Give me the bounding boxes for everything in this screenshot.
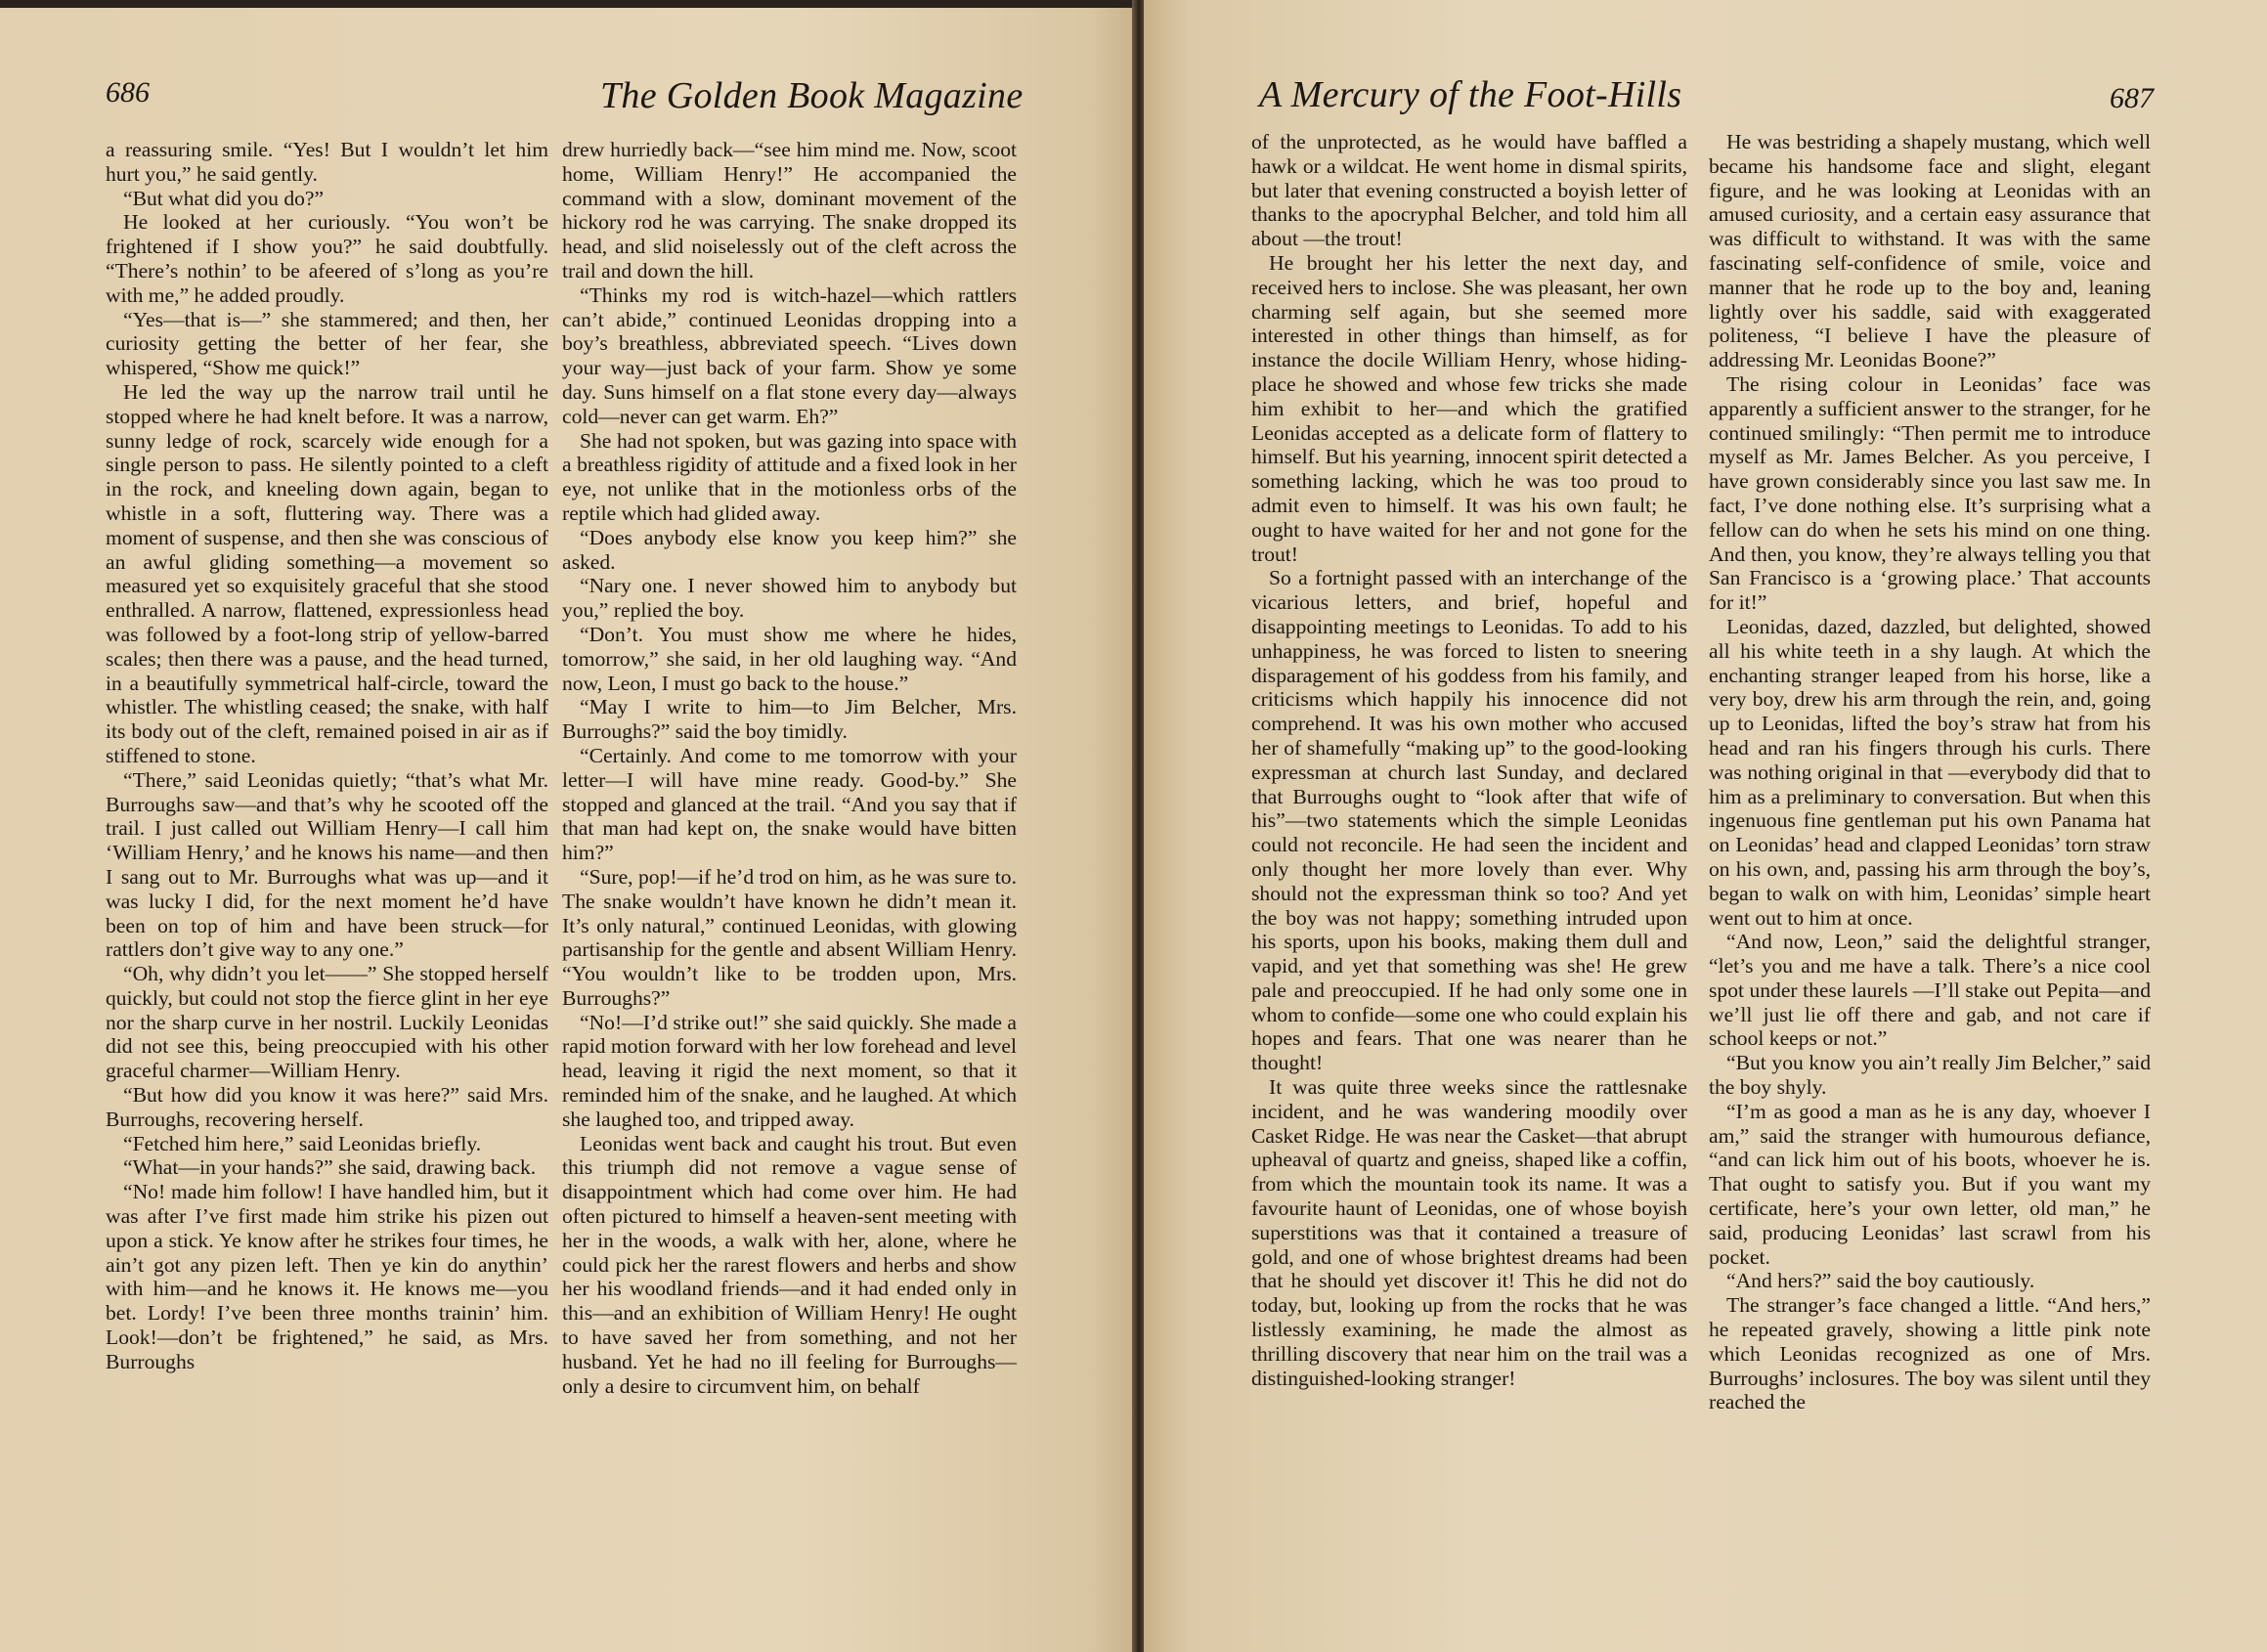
paragraph: “Certainly. And come to me tomorrow with your letter—I will have mine ready. Good-by.” She stopped and glanced at the trail. “And you say that if that man had kept on, the snake would have bitten him?” xyxy=(562,743,1017,865)
left-page-column-1 xyxy=(106,138,548,1374)
paragraph: “Oh, why didn’t you let——” She stopped herself quickly, but could not stop the fierce glint in her eye nor the sharp curve in her nostril. Luckily Leonidas did not see this, being preoccupied with his other graceful charmer—William Henry. xyxy=(106,962,548,1083)
paragraph: “Yes—that is—” she stammered; and then, her curiosity getting the better of her fear, she whispered, “Show me quick!” xyxy=(106,307,548,380)
paragraph: He looked at her curiously. “You won’t be frightened if I show you?” he said doubtfully. “There’s nothin’ to be afeered of s’long as you’re with me,” he added proudly. xyxy=(106,210,548,307)
paragraph: He led the way up the narrow trail until he stopped where he had knelt before. It was a narrow, sunny ledge of rock, scarcely wide enough for a single person to pass. He silently pointed to a cleft in the rock, and kneeling down again, began to whistle in a soft, fluttering way. There was a moment of suspense, and then she was conscious of an awful gliding something—a movement so measured yet so exquisitely graceful that she stood enthralled. A narrow, flattened, expressionless head was followed by a foot-long strip of yellow-barred scales; then there was a pause, and the head turned, in a beautifully symmetrical half-circle, toward the whistler. The whistling ceased; the snake, with half its body out of the cleft, remained poised in air as if stiffened to stone. xyxy=(106,379,548,767)
paragraph: Leonidas, dazed, dazzled, but delighted, showed all his white teeth in a shy laugh. At which the enchanting stranger leaped from his horse, like a very boy, drew his arm through the rein, and, going up to Leonidas, lifted the boy’s straw hat from his head and ran his fingers through his curls. There was nothing original in that —everybody did that to him as a preliminary to conversation. But when this ingenuous fine gentleman put his own Panama hat on Leonidas’ head and clapped Leonidas’ torn straw on his own, and, passing his arm through the boy’s, began to walk on with him, Leonidas’ simple heart went out to him at once. xyxy=(1709,614,2151,930)
running-title-left: The Golden Book Magazine xyxy=(600,75,1024,116)
page-number-right: 687 xyxy=(2110,82,2154,114)
paragraph: Leonidas went back and caught his trout. But even this triumph did not remove a vague sense of disappointment which had come over him. He had often pictured to himself a heaven-sent meeting with her in the woods, a walk with her, alone, where he could pick her the rarest flowers and herbs and show her his woodland friends—and it had ended only in this—and an exhibition of William Henry! He ought to have saved her from something, and not her husband. Yet he had no ill feeling for Burroughs—only a desire to circumvent him, on behalf xyxy=(562,1131,1017,1398)
paragraph: “Nary one. I never showed him to anybody but you,” replied the boy. xyxy=(562,574,1017,623)
paragraph: “But what did you do?” xyxy=(123,186,325,210)
paragraph: “No!—I’d strike out!” she said quickly. She made a rapid motion forward with her low forehead and level head, leaving it rigid the next moment, so that it reminded him of the snake, and he laughed. At which she laughed too, and tripped away. xyxy=(562,1010,1017,1131)
right-page-column-1 xyxy=(1251,130,1687,1390)
paragraph: “Thinks my rod is witch-hazel—which rattlers can’t abide,” continued Leonidas dropping into a boy’s breathless, abbreviated speech. “Lives down your way—just back of your farm. Show ye some day. Suns himself on a flat stone every day—always cold—never can get warm. Eh?” xyxy=(562,283,1017,428)
paragraph: “Don’t. You must show me where he hides, tomorrow,” she said, in her old laughing way. “And now, Leon, I must go back to the house.” xyxy=(562,622,1017,695)
running-title-right: A Mercury of the Foot-Hills xyxy=(1259,74,1682,115)
paragraph: “But how did you know it was here?” said Mrs. Burroughs, recovering herself. xyxy=(106,1083,548,1131)
paragraph: “I’m as good a man as he is any day, whoever I am,” said the stranger with humourous defiance, “and can lick him out of his boots, whoever he is. That ought to satisfy you. But if you want my certificate, here’s your own letter, old man,” he said, producing Leonidas’ last scrawl from his pocket. xyxy=(1709,1099,2151,1269)
paragraph: So a fortnight passed with an interchange of the vicarious letters, and brief, hopeful and disappointing meetings to Leonidas. To add to his unhappiness, he was forced to listen to sneering disparagement of his goddess from his family, and criticisms which happily his innocence did not comprehend. It was his own mother who accused her of shamefully “making up” to the good-looking expressman at church last Sunday, and declared that Burroughs ought to “look after that wife of his”—two statements which the simple Leonidas could not reconcile. He had seen the incident and only thought her more lovely than ever. Why should not the expressman think so too? And yet the boy was not happy; something intruded upon his sports, upon his books, making them dull and vapid, and yet that something was she! He grew pale and preoccupied. If he had only some one in whom to confide—some one who could explain his hopes and fears. That one was nearer than he thought! xyxy=(1251,566,1687,1075)
right-page-column-2 xyxy=(1709,130,2151,1414)
paragraph: a reassuring smile. “Yes! But I wouldn’t let him hurt you,” he said gently. xyxy=(106,138,548,186)
page-number-left: 686 xyxy=(106,76,150,109)
paragraph: “Fetched him here,” said Leonidas briefly. xyxy=(123,1131,482,1155)
paragraph: The stranger’s face changed a little. “And hers,” he repeated gravely, showing a little pink note which Leonidas recognized as one of Mrs. Burroughs’ inclosures. The boy was silent until they reached the xyxy=(1709,1293,2151,1414)
paragraph: “Does anybody else know you keep him?” she asked. xyxy=(562,525,1017,574)
paragraph: The rising colour in Leonidas’ face was apparently a sufficient answer to the stranger, for he continued smilingly: “Then permit me to introduce myself as Mr. James Belcher. As you perceive, I have grown considerably since you last saw me. In fact, I’ve done nothing else. It’s surprising what a fellow can do when he sets his mind on one thing. And then, you know, they’re always telling you that San Francisco is a ‘growing place.’ That accounts for it!” xyxy=(1709,371,2151,615)
left-page xyxy=(0,8,1134,1652)
left-page-column-2 xyxy=(562,138,1017,1398)
paragraph: She had not spoken, but was gazing into space with a breathless rigidity of attitude and a fixed look in her eye, not unlike that in the motionless orbs of the reptile which had glided away. xyxy=(562,428,1017,525)
paragraph: of the unprotected, as he would have baffled a hawk or a wildcat. He went home in dismal spirits, but later that evening constructed a boyish letter of thanks to the apocryphal Belcher, and told him all about —the trout! xyxy=(1251,130,1687,251)
paragraph: “But you know you ain’t really Jim Belcher,” said the boy shyly. xyxy=(1709,1051,2151,1100)
paragraph: “Sure, pop!—if he’d trod on him, as he was sure to. The snake wouldn’t have known he didn’t mean it. It’s only natural,” continued Leonidas, with glowing partisanship for the gentle and absent William Henry. “You wouldn’t like to be trodden upon, Mrs. Burroughs?” xyxy=(562,864,1017,1010)
paragraph: “And hers?” said the boy cautiously. xyxy=(1726,1269,2035,1293)
paragraph: “And now, Leon,” said the delightful stranger, “let’s you and me have a talk. There’s a nice cool spot under these laurels —I’ll stake out Pepita—and we’ll just lie off there and gab, and not care if school keeps or not.” xyxy=(1709,930,2151,1051)
paragraph: It was quite three weeks since the rattlesnake incident, and he was wandering moodily over Casket Ridge. He was near the Casket—that abrupt upheaval of quartz and gneiss, shaped like a coffin, from which the mountain took its name. It was a favourite haunt of Leonidas, one of whose boyish superstitions was that it contained a treasure of gold, and one of whose brightest dreams had been that he should yet discover it! This he did not do today, but, looking up from the rocks that he was listlessly examining, he made the almost as thrilling discovery that near him on the trail was a distinguished-looking stranger! xyxy=(1251,1075,1687,1390)
paragraph: He was bestriding a shapely mustang, which well became his handsome face and slight, elegant figure, and he was looking at Leonidas with an amused curiosity, and a certain easy assurance that was difficult to withstand. It was with the same fascinating self-confidence of smile, voice and manner that he rode up to the boy and, leaning lightly over his saddle, said with exaggerated politeness, “I believe I have the pleasure of addressing Mr. Leonidas Boone?” xyxy=(1709,130,2151,372)
paragraph: “What—in your hands?” she said, drawing back. xyxy=(123,1155,537,1180)
paragraph: “May I write to him—to Jim Belcher, Mrs. Burroughs?” said the boy timidly. xyxy=(562,695,1017,744)
paragraph: “No! made him follow! I have handled him, but it was after I’ve first made him strike his pizen out upon a stick. Ye know after he strikes four times, he ain’t got any pizen left. Then ye kin do anythin’ with him—and he knows it. He knows me—you bet. Lordy! I’ve been three months trainin’ him. Look!—don’t be frightened,” he said, as Mrs. Burroughs xyxy=(106,1180,548,1373)
paragraph: drew hurriedly back—“see him mind me. Now, scoot home, William Henry!” He accompanied the command with a slow, dominant movement of the hickory rod he was carrying. The snake dropped its head, and slid noiselessly out of the cleft across the trail and down the hill. xyxy=(562,138,1017,283)
paragraph: “There,” said Leonidas quietly; “that’s what Mr. Burroughs saw—and that’s why he scooted off the trail. I just called out William Henry—I call him ‘William Henry,’ and he knows his name—and then I sang out to Mr. Burroughs what was up—and it was lucky I did, for the next moment he’d have been on top of him and have been struck—for rattlers don’t give way to any one.” xyxy=(106,767,548,962)
paragraph: He brought her his letter the next day, and received hers to inclose. She was pleasant, her own charming self again, but she seemed more interested in other things than himself, as for instance the docile William Henry, whose hiding-place he showed and whose few tricks she made him exhibit to her—and which the gratified Leonidas accepted as a delicate form of flattery to himself. But his yearning, innocent spirit detected a something lacking, which he was too proud to admit even to himself. It was his own fault; he ought to have waited for her and not gone for the trout! xyxy=(1251,250,1687,566)
